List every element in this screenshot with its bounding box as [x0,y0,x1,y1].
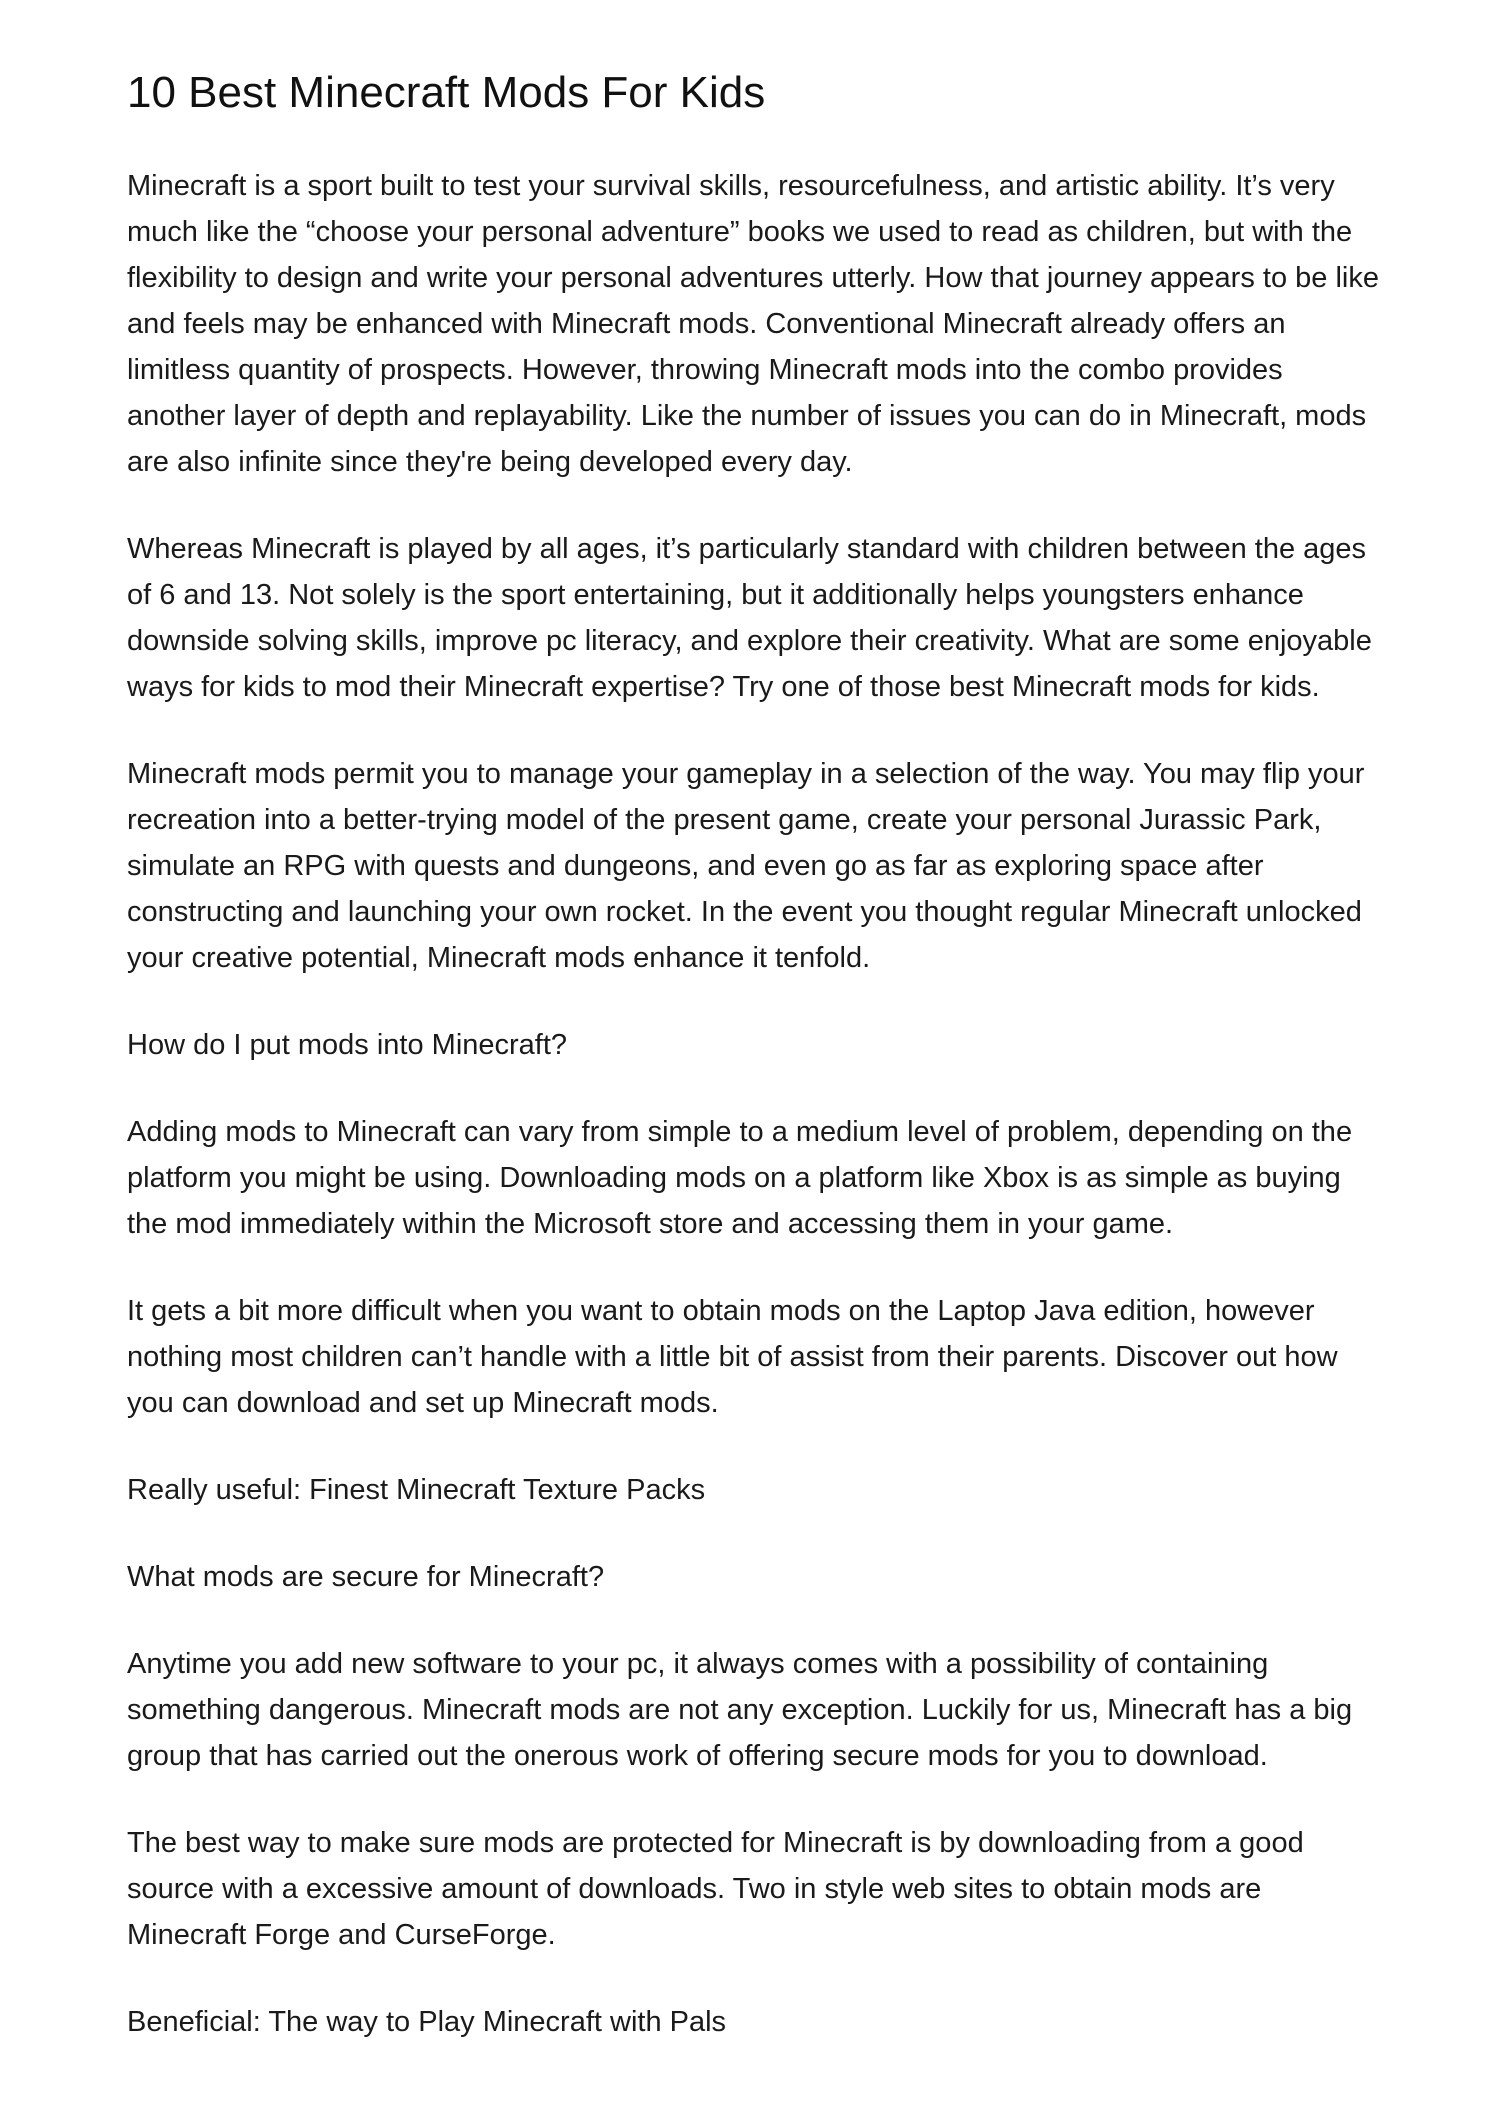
paragraph-safe-sources: The best way to make sure mods are protected for Minecraft is by downloading from a good source with a excessive amount of downloads. Two in style web sites to obtain mods are Minecraft Forge and CurseForge. [127,1827,1304,1951]
paragraph-intro: Minecraft is a sport built to test your survival skills, resourcefulness, and artistic ability. It’s very much like the “choose your personal adventure” books we used to read as children, but with the flexibility to design and write your personal adventures utterly. How that journey appears to be like and feels may be enhanced with Minecraft mods. Conventional Minecraft already offers an limitless quantity of prospects. However, throwing Minecraft mods into the combo provides another layer of depth and replayability. Like the number of issues you can do in Minecraft, mods are also infinite since they're being developed every day. [127,170,1379,478]
paragraph-java-edition: It gets a bit more difficult when you want to obtain mods on the Laptop Java edition, however nothing most children can’t handle with a little bit of assist from their parents. Discover out how you can download and set up Minecraft mods. [127,1295,1338,1419]
document-title: 10 Best Minecraft Mods For Kids [127,68,766,117]
paragraph-software-risk: Anytime you add new software to your pc, it always comes with a possibility of containing something dangerous. Minecraft mods are not any exception. Luckily for us, Minecraft has a big group that has carried out the onerous work of offering secure mods for you to download. [127,1648,1353,1772]
related-play-with-friends: Beneficial: The way to Play Minecraft with Pals [127,2006,727,2038]
subheading-secure-mods: What mods are secure for Minecraft? [127,1561,605,1593]
paragraph-adding-mods: Adding mods to Minecraft can vary from simple to a medium level of problem, depending on the platform you might be using. Downloading mods on a platform like Xbox is as simple as buying the mod immediately within the Microsoft store and accessing them in your game. [127,1116,1353,1240]
subheading-how-to-install: How do I put mods into Minecraft? [127,1029,568,1061]
document-page [127,62,1387,2086]
related-texture-packs: Really useful: Finest Minecraft Texture Packs [127,1474,706,1506]
paragraph-gameplay: Minecraft mods permit you to manage your gameplay in a selection of the way. You may flip your recreation into a better-trying model of the present game, create your personal Jurassic Park, simulate an RPG with quests and dungeons, and even go as far as exploring space after constructing and launching your own rocket. In the event you thought regular Minecraft unlocked your creative potential, Minecraft mods enhance it tenfold. [127,758,1365,974]
paragraph-ages: Whereas Minecraft is played by all ages, it’s particularly standard with children between the ages of 6 and 13. Not solely is the sport entertaining, but it additionally helps youngsters enhance downside solving skills, improve pc literacy, and explore their creativity. What are some enjoyable ways for kids to mod their Minecraft expertise? Try one of those best Minecraft mods for kids. [127,533,1372,703]
